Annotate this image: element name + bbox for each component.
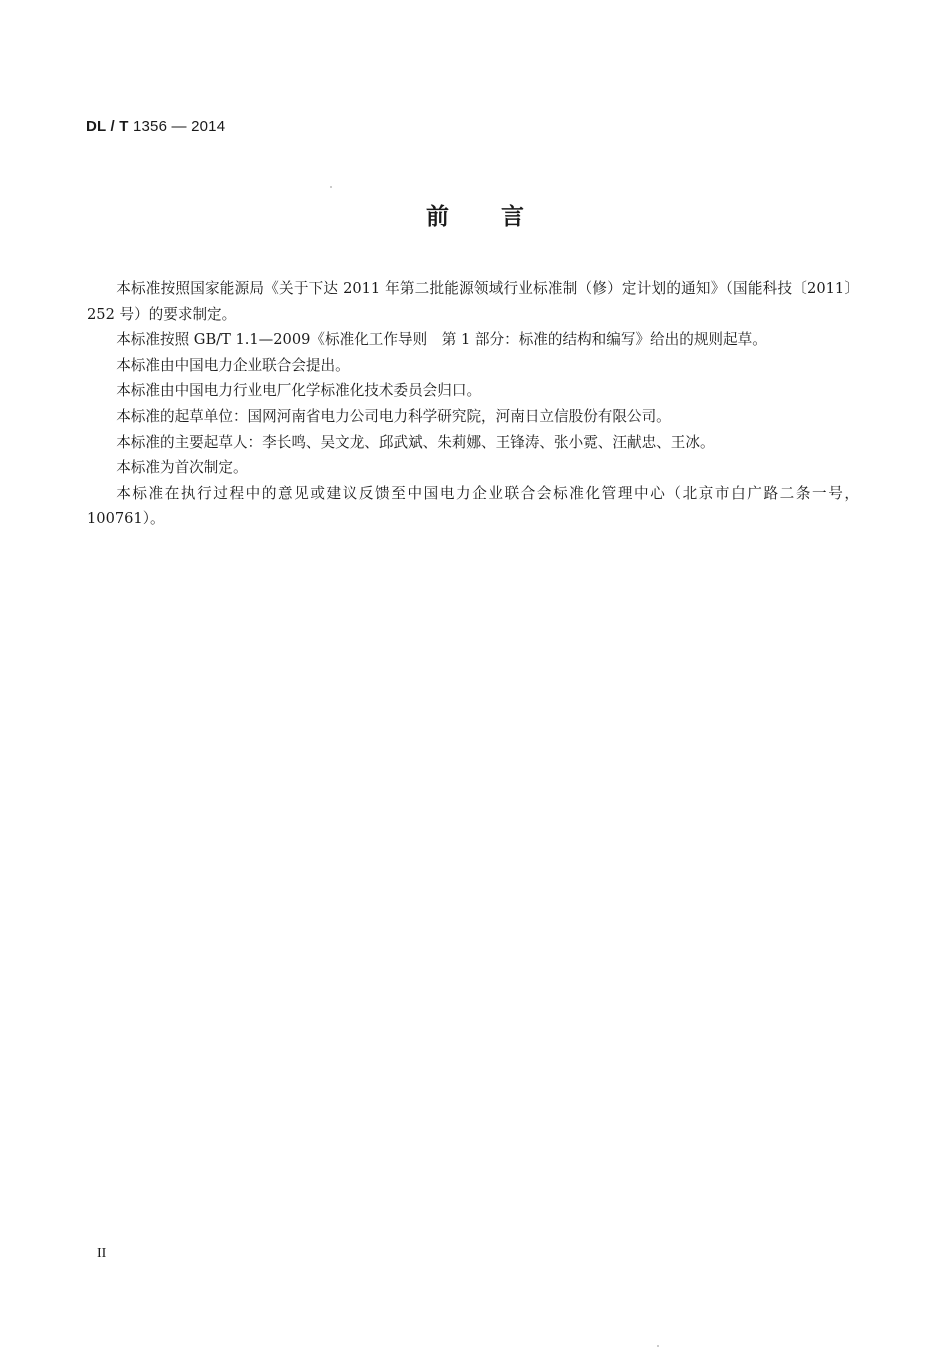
paragraph-drafting-units: 本标准的起草单位：国网河南省电力公司电力科学研究院，河南日立信股份有限公司。 xyxy=(116,407,671,425)
paragraph-proposer: 本标准由中国电力企业联合会提出。 xyxy=(116,356,350,374)
paragraph-committee: 本标准由中国电力行业电厂化学标准化技术委员会归口。 xyxy=(116,382,482,400)
paragraph-drafting-rules: 本标准按照 GB/T 1.1—2009《标准化工作导则 第 1 部分：标准的结构和编写》给出的规则起草。 xyxy=(116,331,767,349)
paragraph-first-edition: 本标准为首次制定。 xyxy=(116,459,248,477)
scan-speck xyxy=(657,1345,659,1347)
page-title: 前言 xyxy=(426,204,576,230)
paragraph-drafters: 本标准的主要起草人：李长鸣、吴文龙、邱武斌、朱莉娜、王锋涛、张小霓、汪献忠、王冰。 xyxy=(116,433,715,451)
document-code-prefix: DL / T xyxy=(86,118,129,135)
document-code xyxy=(86,118,225,135)
paragraph-feedback: 本标准在执行过程中的意见或建议反馈至中国电力企业联合会标准化管理中心（北京市白广路二条一号，100761）。 xyxy=(87,484,859,528)
foreword-body xyxy=(87,276,859,532)
document-code-number: 1356 — 2014 xyxy=(128,118,226,135)
scan-speck xyxy=(330,186,332,188)
page-number: II xyxy=(97,1246,107,1261)
paragraph-plan: 本标准按照国家能源局《关于下达 2011 年第二批能源领域行业标准制（修）定计划的通知》（国能科技〔2011〕252 号）的要求制定。 xyxy=(87,280,859,323)
